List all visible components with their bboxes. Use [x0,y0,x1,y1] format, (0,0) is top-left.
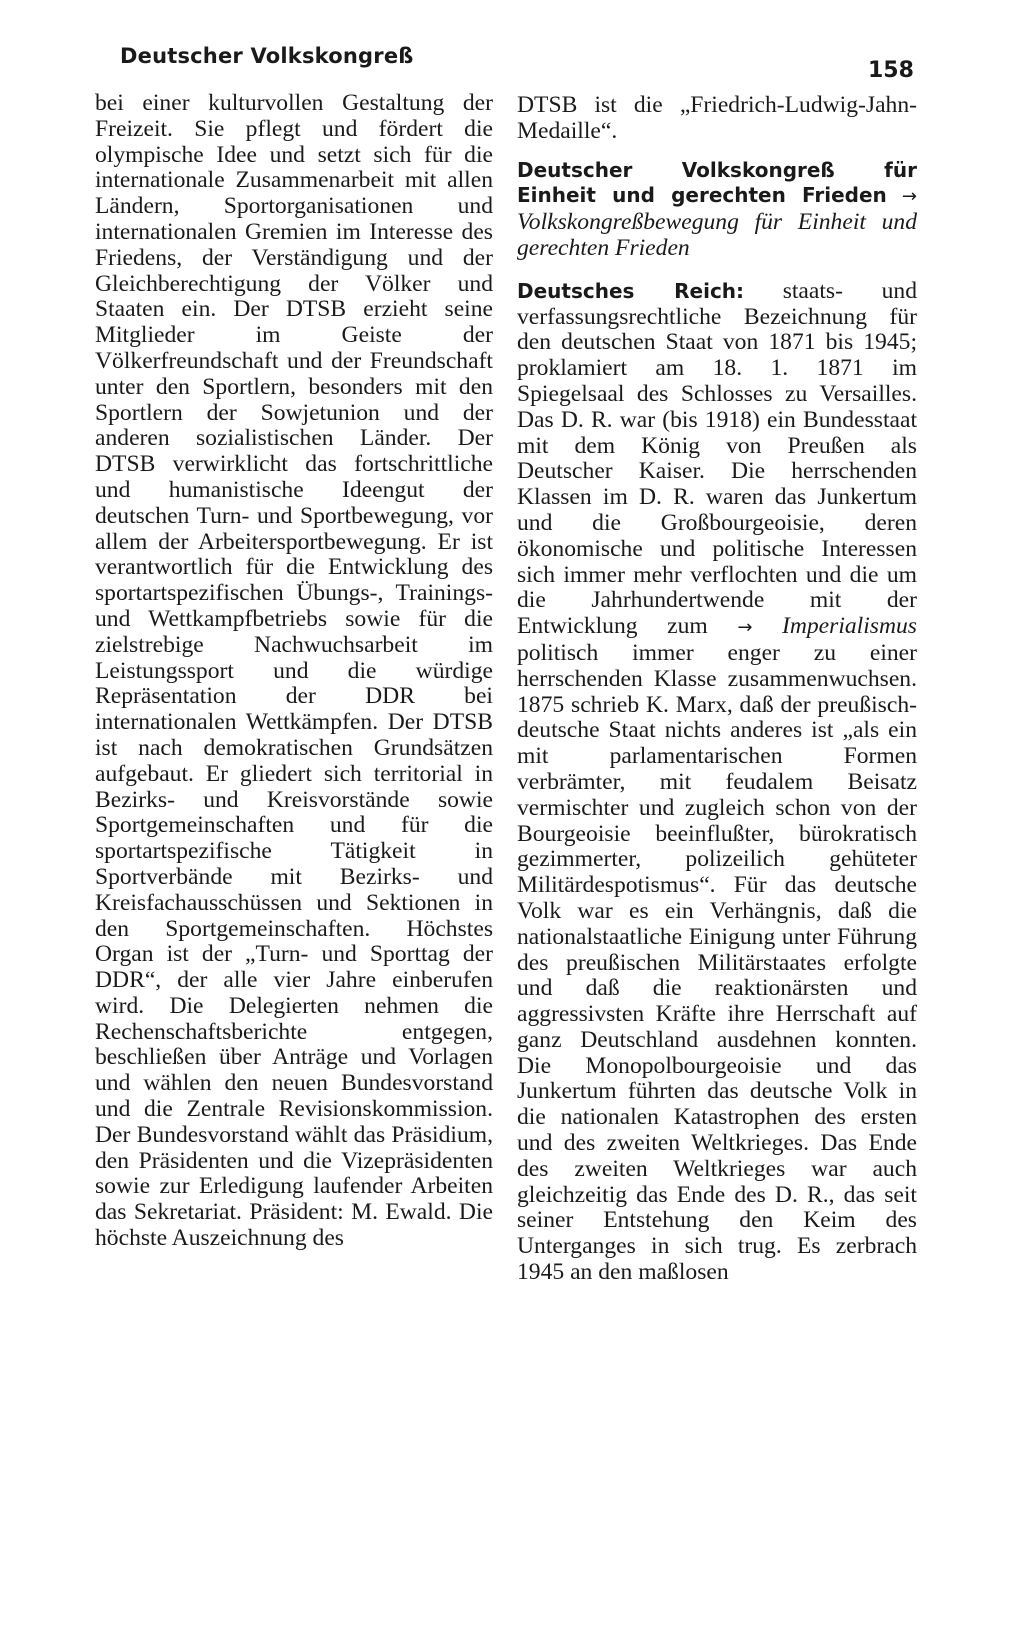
headword-deutsches-reich: Deutsches Reich: [517,278,745,303]
cross-reference-volkskongressbewegung[interactable]: Volkskongreßbewegung für Einheit und gerechten Frieden [517,209,917,261]
left-column [95,91,493,1252]
continuation-paragraph: bei einer kulturvollen Gestaltung der Freizeit. Sie pflegt und fördert die olympische Idee und setzt sich für die internationale Zusammenarbeit mit allen Ländern, Sportorganisationen und internationalen Gremien im Interesse des Friedens, der Verständigung und der Gleichberechtigung der Völker und Staaten ein. Der DTSB erzieht seine Mitglieder im Geiste der Völkerfreundschaft und der Freundschaft unter den Sportlern, besonders mit den Sportlern der Sowjetunion und der anderen sozialistischen Länder. Der DTSB verwirklicht das fortschrittliche und humanistische Ideengut der deutschen Turn- und Sportbewegung, vor allem der Arbeitersportbewegung. Er ist verantwortlich für die Entwicklung des sportartspezifischen Übungs-, Trainings- und Wettkampfbetriebs sowie für die zielstrebige Nachwuchsarbeit im Leistungssport und die würdige Repräsentation der DDR bei internationalen Wettkämpfen. Der DTSB ist nach demokratischen Grundsätzen aufgebaut. Er gliedert sich territorial in Bezirks- und Kreisvorstände sowie Sportgemeinschaften und für die sportartspezifische Tätigkeit in Sportverbände mit Bezirks- und Kreisfachausschüssen und Sektionen in den Sportgemeinschaften. Höchstes Organ ist der „Turn- und Sporttag der DDR“, der alle vier Jahre einberufen wird. Die Delegierten nehmen die Rechenschaftsberichte entgegen, beschließen über Anträge und Vorlagen und wählen den neuen Bundesvorstand und die Zentrale Revisionskommission. Der Bundesvorstand wählt das Präsidium, den Präsidenten und die Vizepräsidenten sowie zur Erledigung laufender Arbeiten das Sekretariat. Präsident: M. Ewald. Die höchste Auszeichnung des [95,90,493,1252]
page-number: 158 [868,58,914,83]
right-column [517,93,917,1286]
headword-volkskongress: Deutscher Volkskongreß für Einheit und gerechten Frieden [517,157,917,208]
entry-deutsches-reich [517,279,917,1286]
cross-reference-arrow-icon: → [901,186,917,208]
running-head: Deutscher Volkskongreß [120,44,414,68]
continuation-paragraph-right: DTSB ist die „Friedrich-Ludwig-Jahn-Medaille“. [517,92,917,144]
entry-text-part-2: politisch immer enger zu einer herrschenden Klasse zusammenwuchsen. 1875 schrieb K. Marx, daß der preußisch-deutsche Staat nichts anderes ist „als ein mit parlamentarischen Formen verbrämter, mit feudalem Beisatz vermischter und zugleich schon von der Bourgeoisie beeinflußter, bürokratisch gezimmerter, polizeilich gehüteter Militärdespotismus“. Für das deutsche Volk war es ein Verhängnis, daß die nationalstaatliche Einigung unter Führung des preußischen Militärstaates erfolgte und daß die reaktionärsten und aggressivsten Kräfte ihre Herrschaft auf ganz Deutschland ausdehnen konnten. Die Monopolbourgeoisie und das Junkertum führten das deutsche Volk in die nationalen Katastrophen des ersten und des zweiten Weltkrieges. Das Ende des zweiten Weltkrieges war auch gleichzeitig das Ende des D. R., das seit seiner Entstehung den Keim des Unterganges in sich trug. Es zerbrach 1945 an den maßlosen [517,639,917,1286]
entry-volkskongress [517,158,917,262]
entry-text-part-1: staats- und verfassungsrechtliche Bezeichnung für den deutschen Staat von 1871 bis 1945; proklamiert am 18. 1. 1871 im Spiegelsaal des Schlosses zu Versailles. Das D. R. war (bis 1918) ein Bundesstaat mit dem König von Preußen als Deutscher Kaiser. Die herrschenden Klassen im D. R. waren das Junkertum und die Großbourgeoisie, deren ökonomische und politische Interessen sich immer mehr verflochten und die um die Jahrhundertwende mit der Entwicklung zum [517,277,917,640]
cross-reference-imperialismus[interactable]: Imperialismus [781,613,917,640]
cross-reference-arrow-icon: → [737,617,753,639]
